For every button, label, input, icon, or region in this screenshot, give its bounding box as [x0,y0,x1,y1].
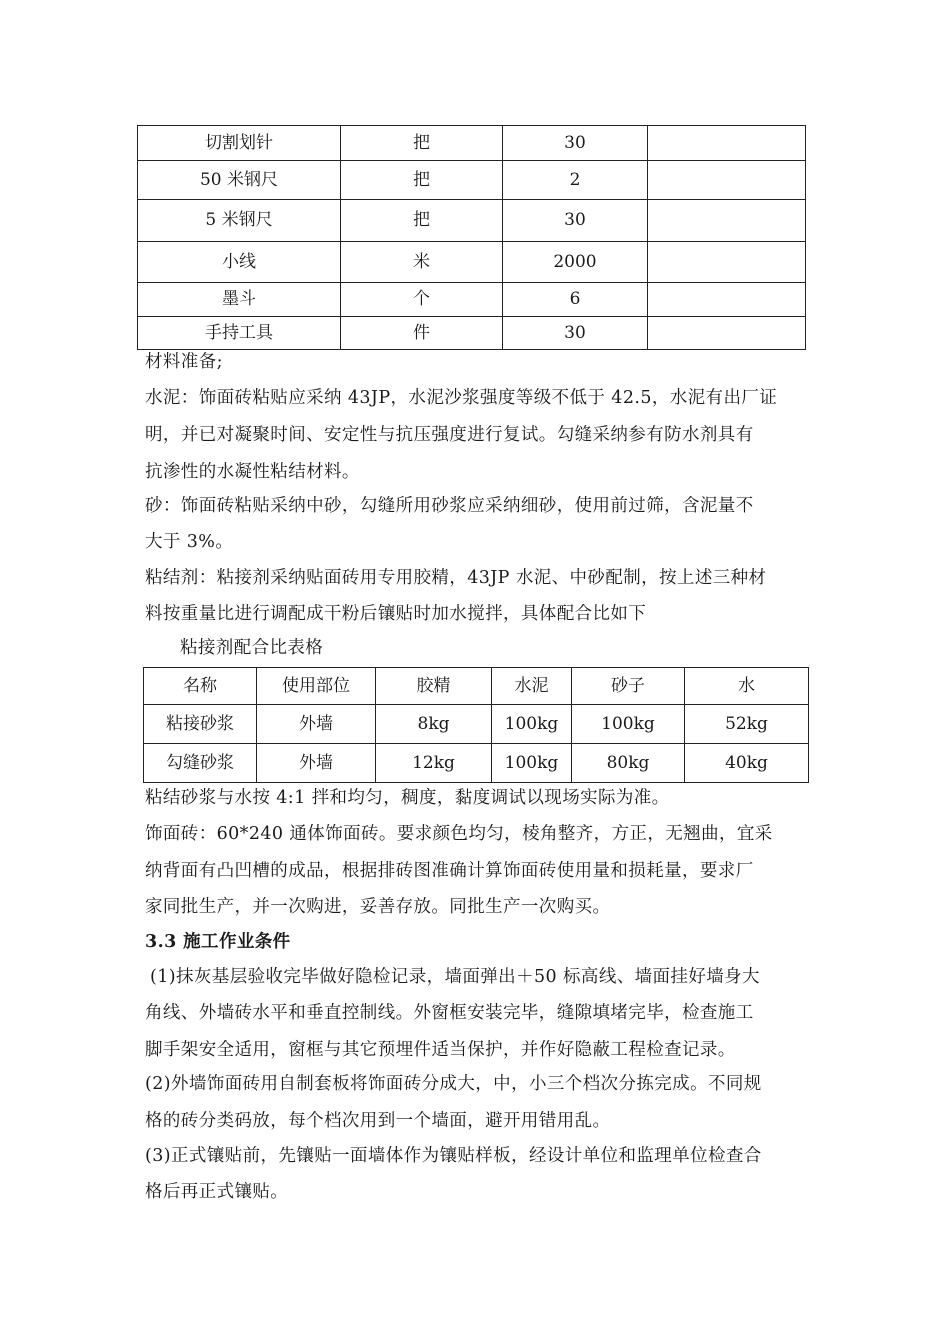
sand-paragraph-line: 大于 3%。 [145,532,234,552]
mix-sand-cell: 100kg [572,705,685,744]
tool-name-cell: 手持工具 [138,317,341,350]
mix-location-cell: 外墙 [257,705,376,744]
tool-name-cell: 墨斗 [138,283,341,317]
materials-label: 材料准备; [145,352,223,372]
table-header-row [144,668,809,705]
table-row [138,126,806,161]
cement-paragraph-line: 明，并已对凝聚时间、安定性与抗压强度进行复试。勾缝采纳参有防水剂具有 [145,425,754,445]
table-row [138,161,806,200]
mix-water-cell: 40kg [685,744,809,783]
condition-item-3-line: 格后再正式镶贴。 [145,1182,289,1202]
tool-note-cell [648,126,806,161]
table-row [138,317,806,350]
tool-unit-cell: 件 [341,317,503,350]
mix-sand-cell: 80kg [572,744,685,783]
mix-gel-cell: 8kg [376,705,492,744]
tile-paragraph-line: 家同批生产，并一次购进，妥善存放。同批生产一次购买。 [145,897,611,917]
mix-cement-cell: 100kg [492,744,572,783]
column-header: 砂子 [572,668,685,705]
tool-note-cell [648,242,806,283]
mix-cement-cell: 100kg [492,705,572,744]
binder-paragraph-line: 料按重量比进行调配成干粉后镶贴时加水搅拌，具体配合比如下 [145,604,647,624]
tool-name-cell: 50 米钢尺 [138,161,341,200]
table-row [138,242,806,283]
tool-qty-cell: 2000 [503,242,648,283]
column-header: 名称 [144,668,257,705]
tool-qty-cell: 30 [503,126,648,161]
tool-qty-cell: 2 [503,161,648,200]
table-row [144,705,809,744]
condition-item-1-line: 脚手架安全适用，窗框与其它预埋件适当保护，并作好隐蔽工程检查记录。 [145,1040,736,1060]
tile-paragraph-line: 饰面砖：60*240 通体饰面砖。要求颜色均匀，棱角整齐，方正，无翘曲，宜采 [145,824,773,844]
tool-unit-cell: 把 [341,200,503,242]
condition-item-2-line: 格的砖分类码放，每个档次用到一个墙面，避开用错用乱。 [145,1111,611,1131]
section-heading: 3.3 施工作业条件 [145,932,291,952]
table-row [138,200,806,242]
tool-unit-cell: 把 [341,161,503,200]
binder-paragraph-line: 粘结剂：粘接剂采纳贴面砖用专用胶精，43JP 水泥、中砂配制，按上述三种材 [145,568,767,588]
sand-paragraph-line: 砂：饰面砖粘贴采纳中砂，勾缝所用砂浆应采纳细砂，使用前过筛，含泥量不 [145,496,754,516]
tools-table [137,125,806,350]
column-header: 使用部位 [257,668,376,705]
table-row [144,744,809,783]
column-header: 水 [685,668,809,705]
tool-note-cell [648,317,806,350]
condition-item-3-line: (3)正式镶贴前，先镶贴一面墙体作为镶贴样板，经设计单位和监理单位检查合 [145,1146,762,1166]
tool-qty-cell: 6 [503,283,648,317]
mix-name-cell: 勾缝砂浆 [144,744,257,783]
condition-item-2-line: (2)外墙饰面砖用自制套板将饰面砖分成大，中，小三个档次分拣完成。不同规 [145,1074,762,1094]
tool-name-cell: 切割划针 [138,126,341,161]
mix-water-cell: 52kg [685,705,809,744]
tool-unit-cell: 米 [341,242,503,283]
tile-paragraph-line: 纳背面有凸凹槽的成品，根据排砖图准确计算饰面砖使用量和损耗量，要求厂 [145,861,754,881]
mix-name-cell: 粘接砂浆 [144,705,257,744]
mix-gel-cell: 12kg [376,744,492,783]
cement-paragraph-line: 水泥：饰面砖粘贴应采纳 43JP，水泥沙浆强度等级不低于 42.5，水泥有出厂证 [145,388,778,408]
tool-name-cell: 5 米钢尺 [138,200,341,242]
table-row [138,283,806,317]
condition-item-1-line: (1)抹灰基层验收完毕做好隐检记录，墙面弹出＋50 标高线、墙面挂好墙身大 [150,967,760,987]
cement-paragraph-line: 抗渗性的水凝性粘结材料。 [145,462,360,482]
tool-name-cell: 小线 [138,242,341,283]
mix-ratio-table [143,667,809,783]
tool-note-cell [648,283,806,317]
condition-item-1-line: 角线、外墙砖水平和垂直控制线。外窗框安装完毕，缝隙填堵完毕，检查施工 [145,1003,754,1023]
tool-unit-cell: 个 [341,283,503,317]
tool-qty-cell: 30 [503,200,648,242]
column-header: 胶精 [376,668,492,705]
mix-location-cell: 外墙 [257,744,376,783]
column-header: 水泥 [492,668,572,705]
tool-note-cell [648,161,806,200]
tool-note-cell [648,200,806,242]
tool-unit-cell: 把 [341,126,503,161]
mix-table-caption: 粘接剂配合比表格 [180,638,324,658]
mortar-ratio-line: 粘结砂浆与水按 4:1 拌和均匀，稠度，黏度调试以现场实际为准。 [145,788,670,808]
tool-qty-cell: 30 [503,317,648,350]
